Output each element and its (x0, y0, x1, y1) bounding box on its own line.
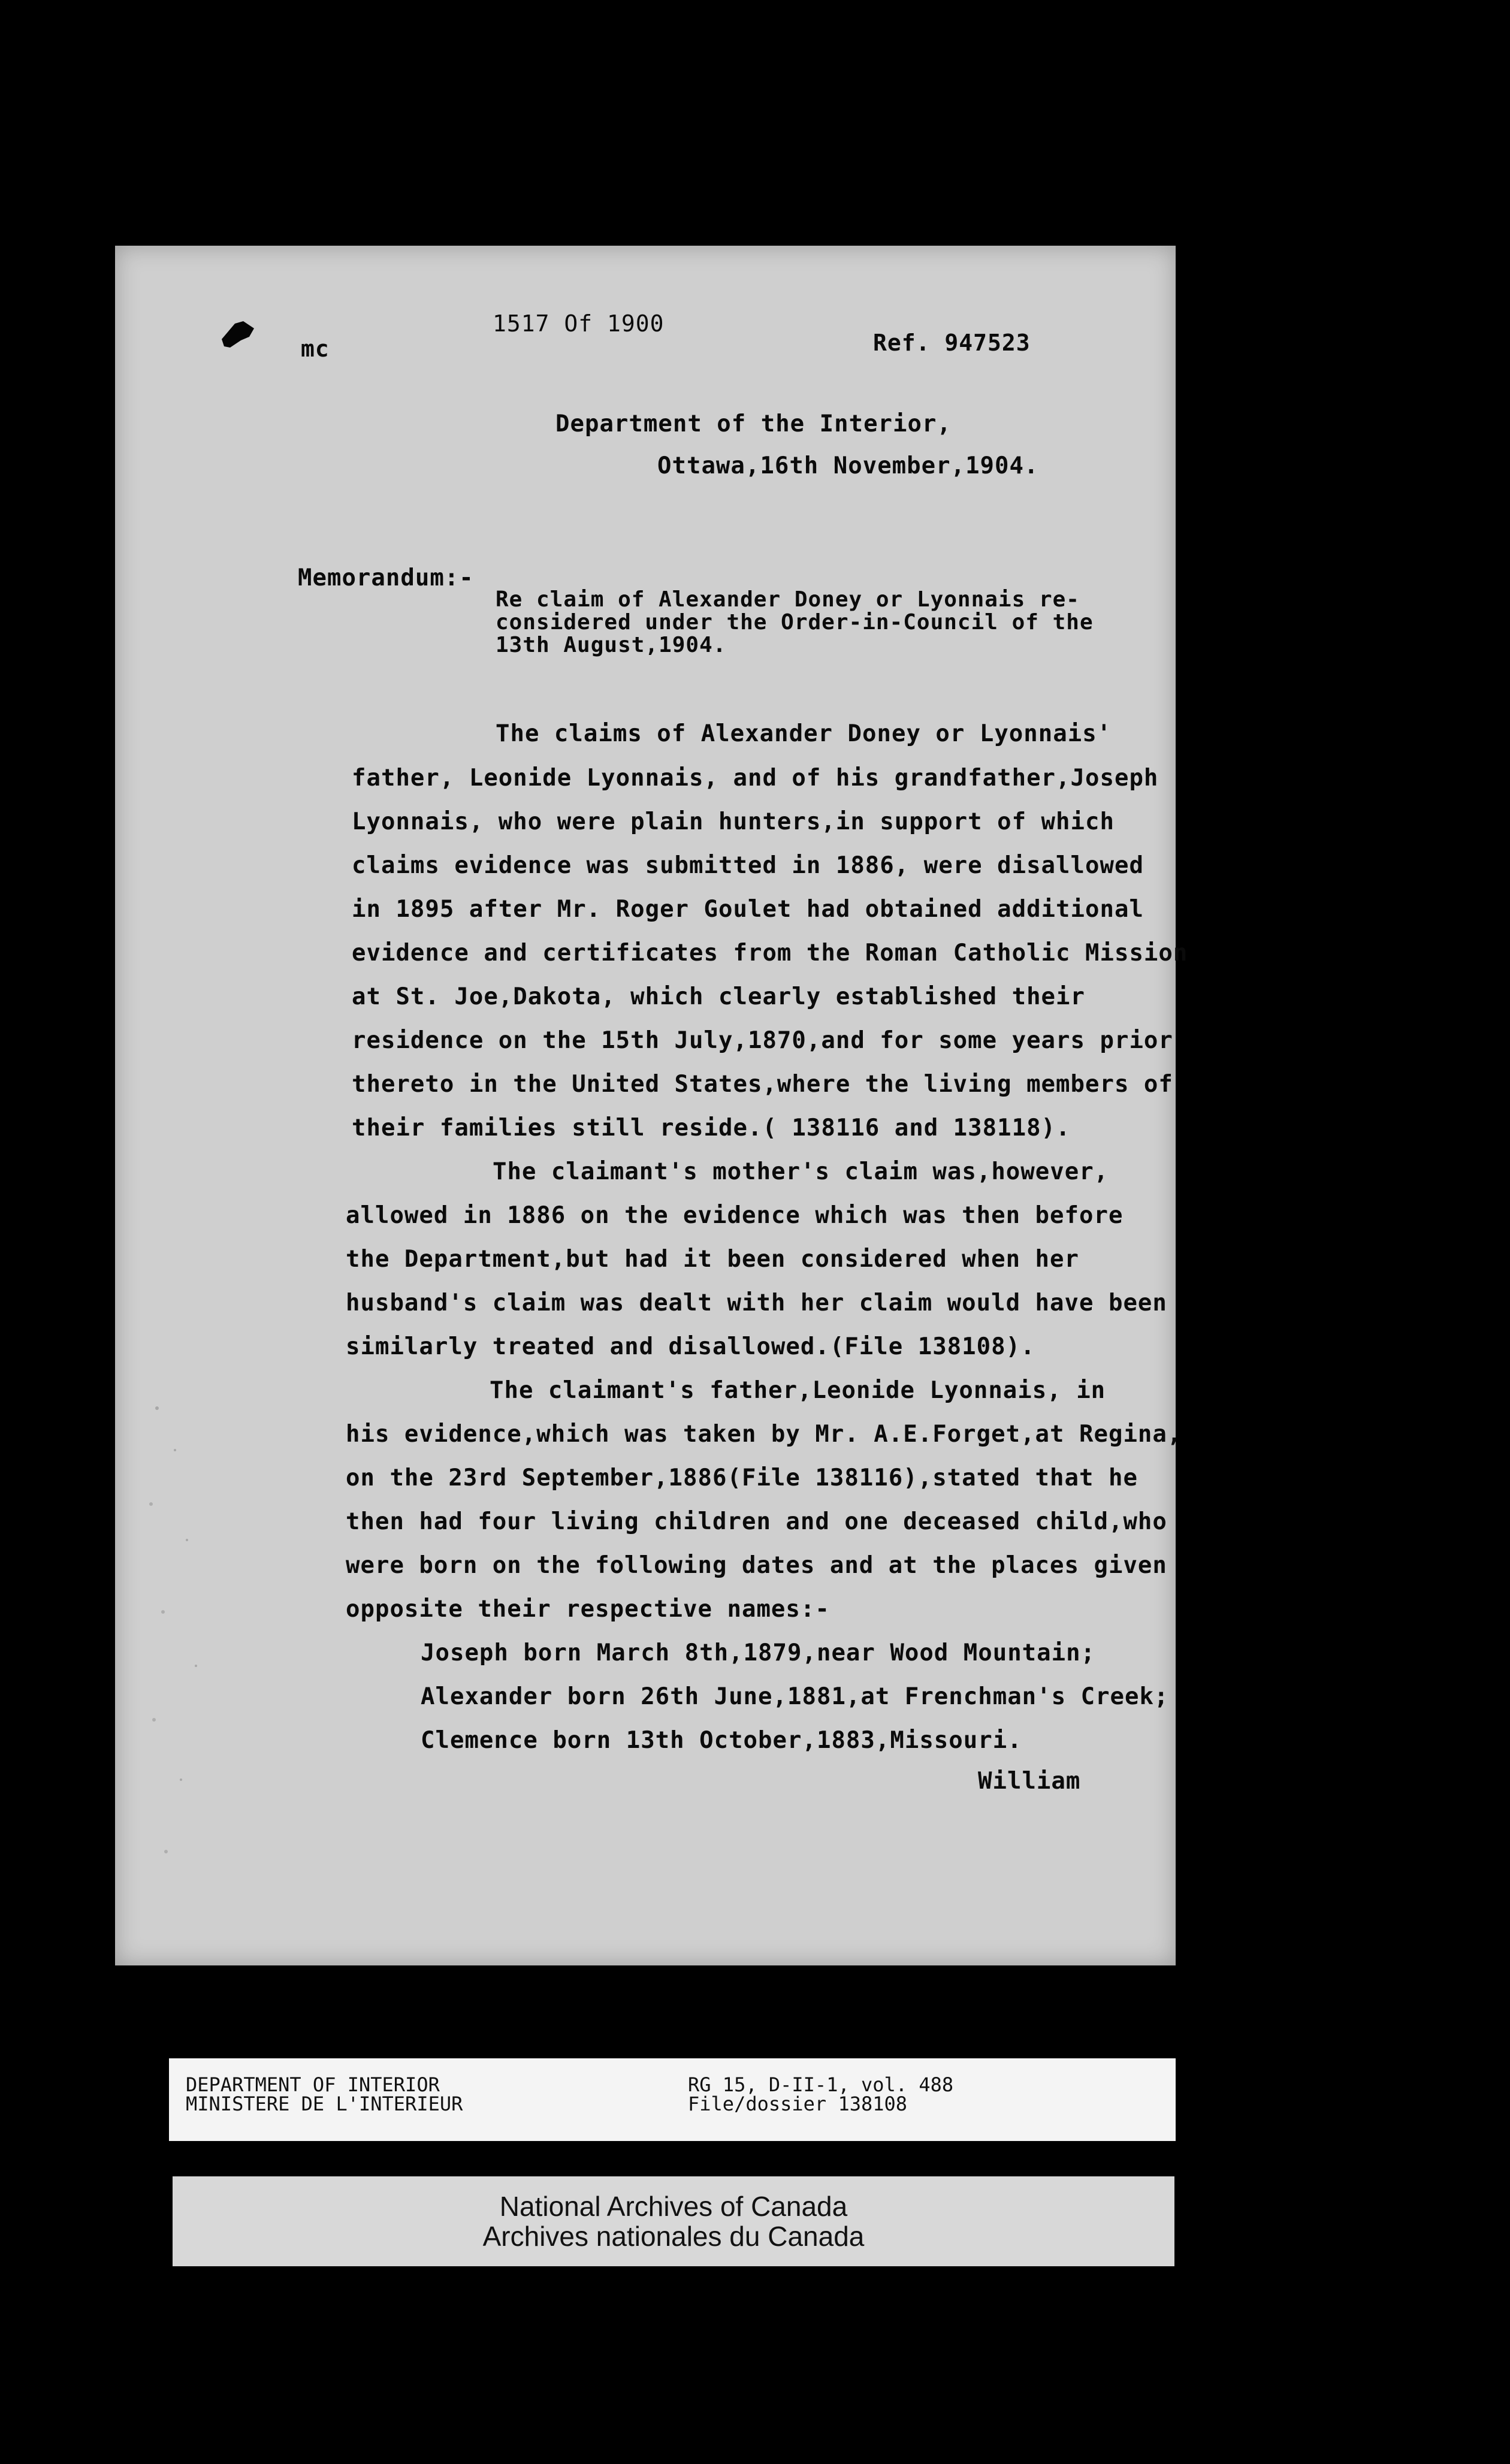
paper-speckle (139, 1384, 223, 1924)
body-line: father, Leonide Lyonnais, and of his grandfather,Joseph (352, 765, 1159, 792)
body-line: Lyonnais, who were plain hunters,in support of which (352, 808, 1115, 835)
body-line: the Department,but had it been considered when her (346, 1246, 1079, 1273)
body-line: The claimant's mother's claim was,however, (493, 1158, 1109, 1185)
body-line: his evidence,which was taken by Mr. A.E.Forget,at Regina, (346, 1421, 1182, 1448)
body-line: residence on the 15th July,1870,and for some years prior (352, 1027, 1173, 1054)
body-line: on the 23rd September,1886(File 138116),stated that he (346, 1464, 1138, 1491)
archives-name-en: National Archives of Canada (499, 2191, 848, 2222)
body-line: The claimant's father,Leonide Lyonnais, in (490, 1377, 1106, 1404)
body-line: Joseph born March 8th,1879,near Wood Mountain; (421, 1639, 1096, 1666)
reference-number: Ref. 947523 (873, 330, 1031, 356)
body-line: allowed in 1886 on the evidence which was then before (346, 1202, 1124, 1229)
body-line: Alexander born 26th June,1881,at Frenchman's Creek; (421, 1683, 1169, 1710)
body-line: similarly treated and disallowed.(File 138108). (346, 1333, 1035, 1360)
body-line: evidence and certificates from the Roman Catholic Mission (352, 940, 1188, 967)
subject-line: 13th August,1904. (496, 633, 727, 657)
body-line: at St. Joe,Dakota, which clearly established their (352, 983, 1085, 1010)
record-group-label: RG 15, D-II-1, vol. 488 (688, 2073, 954, 2096)
body-line: husband's claim was dealt with her claim would have been (346, 1290, 1167, 1316)
memorandum-label: Memorandum:- (298, 564, 474, 591)
department-label-fr: MINISTERE DE L'INTERIEUR (186, 2092, 463, 2115)
archives-footer (173, 2176, 1174, 2266)
department-label-en: DEPARTMENT OF INTERIOR (186, 2073, 440, 2096)
subject-line: Re claim of Alexander Doney or Lyonnais re- (496, 587, 1080, 612)
archive-label-strip (169, 2058, 1176, 2141)
ink-blot-icon (217, 316, 259, 352)
body-line: in 1895 after Mr. Roger Goulet had obtained additional (352, 896, 1144, 923)
body-line: thereto in the United States,where the living members of (352, 1071, 1173, 1098)
subject-line: considered under the Order-in-Council of the (496, 610, 1094, 635)
initials: mc (301, 336, 330, 362)
place-date: Ottawa,16th November,1904. (657, 452, 1039, 479)
archives-name-fr: Archives nationales du Canada (482, 2221, 865, 2252)
department-heading: Department of the Interior, (555, 410, 952, 437)
body-line: The claims of Alexander Doney or Lyonnais' (496, 720, 1112, 747)
document-page (115, 246, 1188, 1965)
body-line: claims evidence was submitted in 1886, were disallowed (352, 852, 1144, 879)
catchword: William (978, 1768, 1081, 1795)
file-number: 1517 Of 1900 (493, 310, 665, 337)
file-dossier-label: File/dossier 138108 (688, 2092, 908, 2115)
body-line: Clemence born 13th October,1883,Missouri. (421, 1727, 1022, 1754)
body-line: were born on the following dates and at the places given (346, 1552, 1167, 1579)
body-line: their families still reside.( 138116 and 138118). (352, 1115, 1071, 1142)
body-line: then had four living children and one deceased child,who (346, 1508, 1167, 1535)
body-line: opposite their respective names:- (346, 1596, 830, 1623)
